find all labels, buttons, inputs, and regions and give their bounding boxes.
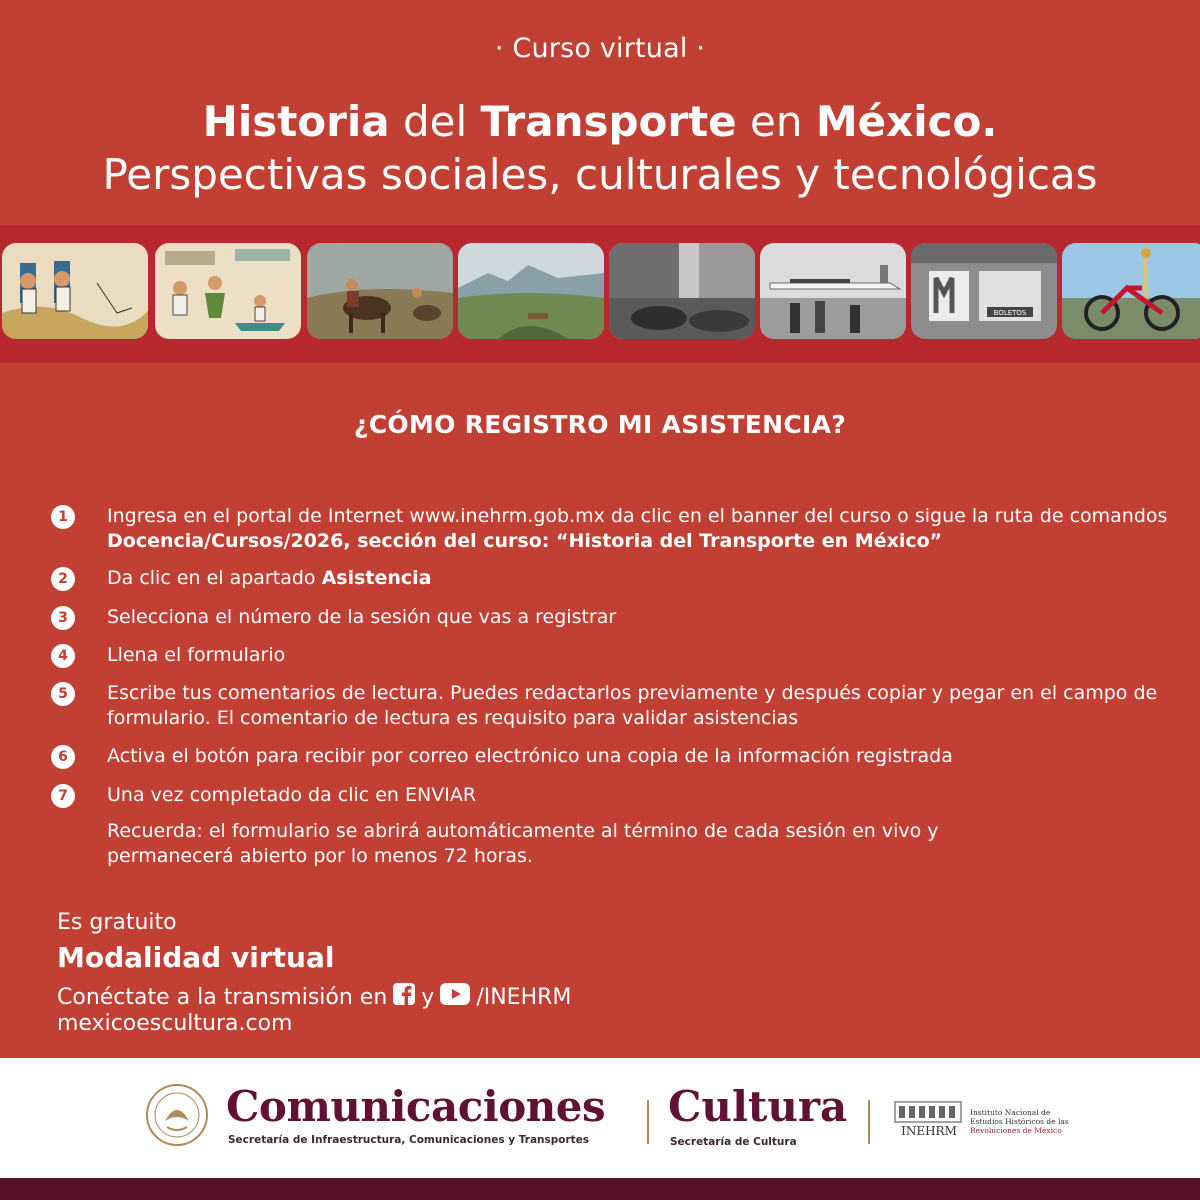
cultura-logo: Cultura bbox=[668, 1082, 848, 1131]
header bbox=[0, 0, 1200, 225]
valley-landscape-image bbox=[458, 243, 604, 339]
course-subtitle: Perspectivas sociales, culturales y tecnológicas bbox=[102, 150, 1098, 199]
step-number: 6 bbox=[51, 745, 75, 769]
attendance-question: ¿CÓMO REGISTRO MI ASISTENCIA? bbox=[353, 410, 847, 439]
comunicaciones-subtitle: Secretaría de Infraestructura, Comunicaciones y Transportes bbox=[228, 1134, 590, 1146]
step-text: Ingresa en el portal de Internet www.inehrm.gob.mx da clic en el banner del curso o sigue la ruta de comandos Docencia/Cursos/2026, sección del curso: “Historia del Transporte en México” bbox=[107, 505, 1168, 552]
step-text: Da clic en el apartado Asistencia bbox=[107, 567, 432, 589]
codex-canoe-image bbox=[155, 243, 301, 339]
street-cars-image bbox=[609, 243, 755, 339]
divider bbox=[868, 1100, 870, 1144]
codex-porters-image bbox=[2, 243, 148, 339]
course-kicker: · Curso virtual · bbox=[494, 33, 706, 64]
divider bbox=[647, 1100, 649, 1144]
course-title: Historia del Transporte en México. bbox=[202, 97, 998, 146]
step-text: Activa el botón para recibir por correo electrónico una copia de la información registrada bbox=[107, 745, 953, 767]
bicycle-angel-image bbox=[1062, 243, 1200, 339]
inehrm-mark: INEHRM bbox=[901, 1124, 957, 1138]
step-number: 3 bbox=[51, 606, 75, 630]
colonial-mule-image bbox=[307, 243, 453, 339]
cultura-subtitle: Secretaría de Cultura bbox=[670, 1136, 797, 1148]
reminder-note: Recuerda: el formulario se abrirá automáticamente al término de cada sesión en vivo y permanecerá abierto por lo menos 72 horas. bbox=[107, 820, 939, 867]
step-number: 4 bbox=[51, 644, 75, 668]
comunicaciones-logo: Comunicaciones bbox=[226, 1082, 606, 1131]
inehrm-name: Instituto Nacional de Estudios Históricos de las Revoluciones de México bbox=[970, 1108, 1069, 1135]
step-text: Selecciona el número de la sesión que vas a registrar bbox=[107, 606, 617, 628]
connect-text: Conéctate a la transmisión en bbox=[57, 984, 388, 1010]
connect-line bbox=[57, 983, 571, 1011]
step-number: 2 bbox=[51, 567, 75, 591]
step-number: 1 bbox=[51, 505, 75, 529]
metro-sign: BOLETOS bbox=[993, 309, 1027, 317]
free-label: Es gratuito bbox=[57, 910, 177, 935]
connect-handle[interactable]: /INEHRM bbox=[476, 984, 572, 1010]
metro-tickets-image bbox=[911, 243, 1057, 339]
step-text: Escribe tus comentarios de lectura. Puedes redactarlos previamente y después copiar y pegar en el campo de formulario. El comentario de lectura es requisito para validar asistencias bbox=[107, 682, 1158, 729]
connect-y: y bbox=[421, 984, 435, 1010]
mexico-seal-icon bbox=[145, 1083, 209, 1151]
website-link[interactable]: mexicoescultura.com bbox=[57, 1011, 293, 1036]
bottom-bar bbox=[0, 1178, 1200, 1200]
inehrm-logo bbox=[891, 1100, 967, 1142]
airport-plane-image bbox=[760, 243, 906, 339]
step-text: Una vez completado da clic en ENVIAR bbox=[107, 784, 477, 806]
facebook-icon[interactable] bbox=[393, 983, 415, 1011]
step-number: 7 bbox=[51, 784, 75, 808]
youtube-icon[interactable] bbox=[440, 983, 470, 1011]
step-text: Llena el formulario bbox=[107, 644, 286, 666]
modality-label: Modalidad virtual bbox=[57, 941, 335, 974]
step-number: 5 bbox=[51, 682, 75, 706]
